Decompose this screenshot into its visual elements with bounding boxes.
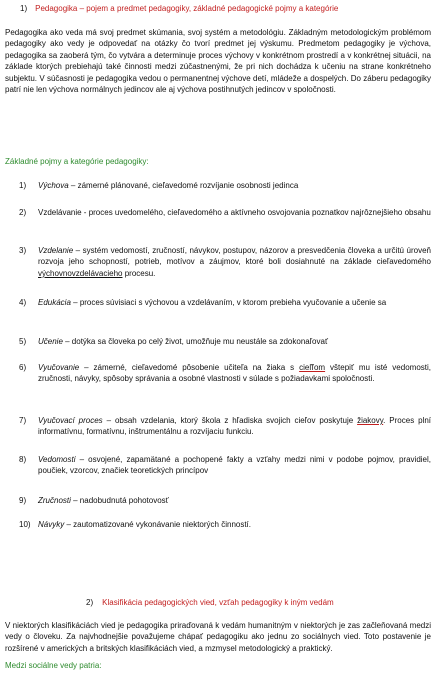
list-item-text: – nadobudnutá pohotovosť <box>70 496 169 505</box>
list-item-number: 8) <box>19 455 27 464</box>
list-item-text: – osvojené, zapamätané a pochopené fakty a vzťahy medzi nimi v podobe pojmov, pravidiel, poučiek, vzorcov, značiek teoretických princípov <box>38 455 431 476</box>
subheading-social-sciences: Medzi sociálne vedy patria: <box>5 661 102 670</box>
list-item-term: Vyučovací proces <box>38 416 103 425</box>
heading-2-number: 2) <box>86 598 94 607</box>
list-item-text: – obsah vzdelania, ktorý škola z hľadiska svojich cieľov poskytuje <box>102 416 358 425</box>
list-item-term: Zručnosti <box>38 496 71 505</box>
heading-2 <box>86 597 334 608</box>
list-item-number: 3) <box>19 246 27 255</box>
list-item-text: – zautomatizované vykonávanie niektorých činností. <box>64 520 252 529</box>
list-item-term: Návyky <box>38 520 65 529</box>
list-item-number: 10) <box>19 520 31 529</box>
list-item-text-continued: . Proces plní informatívnu, formatívnu, inštrumentálnu a rozvíjaciu funkciu. <box>38 416 431 437</box>
list-item <box>19 454 431 477</box>
classification-paragraph: V niektorých klasifikáciách vied je pedagogika priraďovaná k vedám humanitným v niektorých je zas začleňovaná medzi vedy o človeku. Za najvhodnejšie považujeme chápať pedagogiku ako jednu zo sociálnych vied. Toto postavenie je rozšírené v amerických a britských klasifikáciách vied, a mzmysel metodologický a praktický. <box>5 621 431 653</box>
list-item <box>19 245 431 279</box>
list-item-term: Výchova <box>38 181 69 190</box>
list-item <box>19 207 431 218</box>
heading-1 <box>20 3 420 14</box>
list-item-text: – zámerné, cieľavedomé pôsobenie učiteľa na žiaka s <box>79 363 300 372</box>
heading-1-number: 1) <box>20 4 28 13</box>
list-item-underlined: výchovnovzdelávacieho <box>38 268 123 278</box>
list-item-text: – proces súvisiaci s výchovou a vzdelávaním, v ktorom prebieha vyučovanie a učenie sa <box>70 298 387 307</box>
list-item-number: 9) <box>19 496 27 505</box>
list-item-underlined: cieľľom <box>299 363 326 372</box>
list-item-number: 1) <box>19 181 27 190</box>
list-item-text: Vzdelávanie - proces uvedomelého, cieľavedomého a aktívneho osvojovania poznatkov najrôznejšieho obsahu <box>38 208 431 217</box>
list-item-number: 5) <box>19 337 27 346</box>
list-item <box>19 180 431 191</box>
list-item-term: Vedomosti <box>38 455 76 464</box>
list-item <box>19 495 431 506</box>
list-item-number: 2) <box>19 208 27 217</box>
list-item <box>19 362 431 385</box>
list-item-term: Vyučovanie <box>38 363 80 372</box>
subheading-basic-terms: Základné pojmy a kategórie pedagogiky: <box>5 157 149 166</box>
list-item-term: Edukácia <box>38 298 71 307</box>
list-item-term: Učenie <box>38 337 63 346</box>
list-item <box>19 336 431 347</box>
heading-1-text: Pedagogika – pojem a predmet pedagogiky, základné pedagogické pojmy a kategórie <box>35 4 339 13</box>
list-item-number: 7) <box>19 416 27 425</box>
heading-2-text: Klasifikácia pedagogických vied, vzťah pedagogiky k iným vedám <box>102 598 334 607</box>
list-item-tail: procesu. <box>122 268 156 278</box>
list-item-number: 6) <box>19 363 27 372</box>
list-item-number: 4) <box>19 298 27 307</box>
list-item <box>19 297 431 308</box>
list-item <box>19 519 431 530</box>
list-item-term: Vzdelanie <box>38 246 74 255</box>
list-item-text: – dotýka sa človeka po celý život, umožňuje mu neustále sa zdokonaľovať <box>62 337 328 346</box>
list-item-text: – systém vedomostí, zručností, návykov, postupov, názorov a presvedčenia človeka a určitú úroveň rozvoja jeho schopností, potrieb, motívov a záujmov, ktoré boli dosiahnuté na základe cieľavedomého <box>38 246 431 267</box>
list-item-text-continued: vštepiť mu isté vedomosti, zručnosti, návyky, spôsoby správania a osobné vlastnosti v súlade s požiadavkami spoločnosti. <box>38 363 431 384</box>
intro-paragraph: Pedagogika ako veda má svoj predmet skúmania, svoj systém a metodológiu. Základným metodologickým problémom pedagogiky ako vedy je odpovedať na otázky čo tvorí predmet jej výskumu. Predmetom pedagogiky je výchova, pedagogika sa zaoberá tým, čo vytvára a determinuje proces výchovy v konkrétnom prostredí a v konkrétnej situácii, na základe ktorých prebiehajú také činnosti medzi zúčastnenými, že pri nich dochádza k učeniu na strane konkrétneho subjektu. V súčasnosti je pedagogika vedou o permanentnej výchove detí, mládeže a dospelých. Do záberu pedagogiky patrí nie len výchova normálnych jedincov ale aj výchova postihnutých jedincov v spoločnosti. <box>5 28 431 95</box>
list-item <box>19 415 431 438</box>
list-item-text: – zámerné plánované, cieľavedomé rozvíjanie osobnosti jedinca <box>68 181 299 190</box>
list-item-underlined: žiakovy <box>357 416 384 425</box>
